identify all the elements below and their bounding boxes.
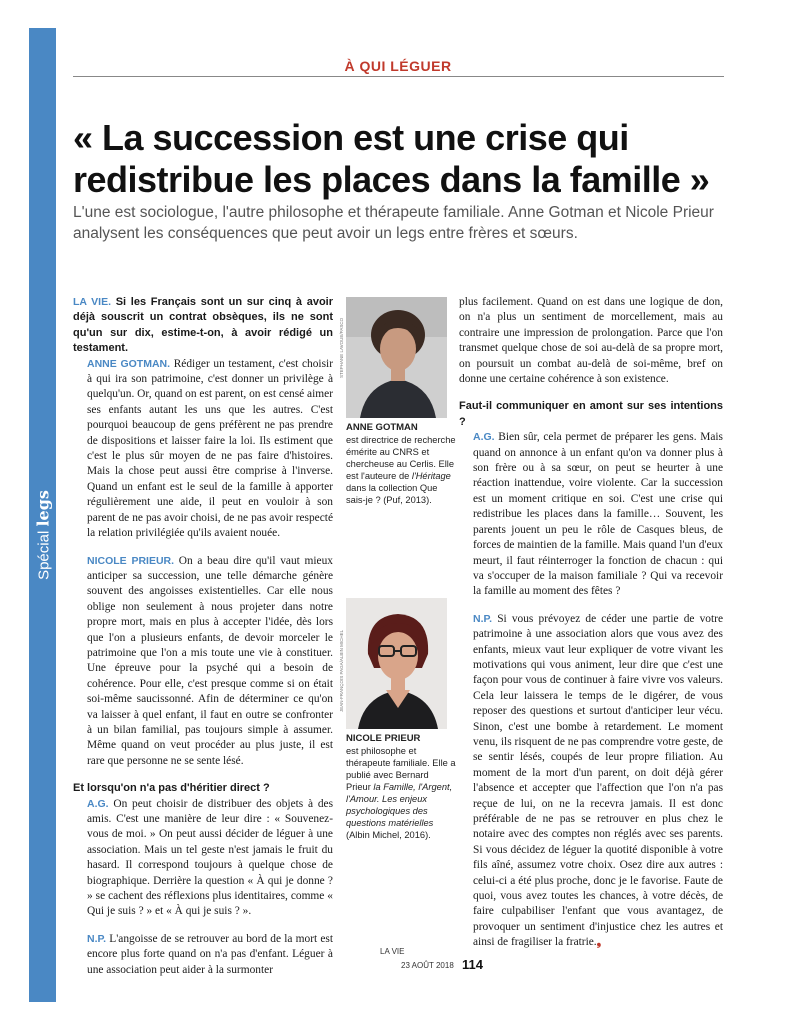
bio-anne-gotman — [346, 422, 456, 506]
paragraph-text: Bien sûr, cela permet de préparer les gens. Mais quand on annonce à un enfant qu'on va donner plus à son frère ou à sa sœur, on peut se heurter à une réaction inattendue, voire violente. Car la succession est un moment critique en soi. C'est une crise qui redistribue les places dans la famille… Souvent, les parents jouent un peu le rôle de Casques bleus, de forces de maintien de la famille. Mais quand l'un d'eux meurt, il faut réinterroger la fonction de chacun : qui va s'occuper de la maison familiale ? Qui va recevoir la famille au moment des fêtes ? — [473, 431, 723, 598]
bio-book-title: la Famille, l'Argent, l'Amour. Les enjeux psychologiques des questions matérielles — [346, 782, 453, 828]
column-right — [459, 295, 723, 951]
speaker-label: N.P. — [87, 932, 107, 945]
paragraph — [73, 357, 333, 542]
paragraph — [73, 797, 333, 920]
bio-text — [346, 745, 456, 841]
paragraph — [459, 430, 723, 599]
intro-question: Si les Français sont un sur cinq à avoir déjà souscrit un contrat obsèques, ils ne sont qu'un sur dix, estime-t-on, à avoir rédigé un testament. — [73, 296, 334, 355]
column-left — [73, 295, 333, 978]
bio-name: NICOLE PRIEUR — [346, 733, 421, 744]
paragraph — [459, 612, 723, 951]
speaker-label: ANNE GOTMAN. — [87, 357, 171, 370]
page-number: 114 — [462, 957, 483, 972]
paragraph-text: Rédiger un testament, c'est choisir à qui ira son patrimoine, c'est donner un privilège à quelqu'un. Or, quand on est parent, on est censé aimer ses enfants autant les uns que les autres. C'est pourquoi beaucoup de gens préfèrent ne pas prendre de dispositions et laisser faire la loi. Ils estiment que c'est le plus sûr moyen de ne pas faire d'histoires. Mais la chose peut aussi être comprise à l'inverse. Quand un enfant est le seul de la famille à apporter régulièrement une aide, il peut en vouloir à son parent de ne pas avoir choisi, de ne pas avoir respecté la relation privilégiée qu'ils avaient nouée. — [87, 357, 333, 540]
paragraph-text: L'angoisse de se retrouver au bord de la mort est encore plus forte quand on n'a pas d'enfant. Léguer à une association peut aider à la surmonter — [87, 932, 333, 976]
footer-date: 23 AOÛT 2018 — [401, 961, 454, 970]
portrait-illustration — [346, 598, 447, 729]
footer-source: LA VIE — [380, 947, 405, 956]
portrait-nicole-prieur — [346, 598, 447, 729]
paragraph-text: plus facilement. Quand on est dans une logique de don, on n'a plus un sentiment de morcellement, mais au contraire une impression de prolongation. Parce que l'on transmet quelque chose de soi au-delà de sa propre mort, on poursuit un combat au-delà de soi-même, bref on donne une certaine cohérence à son existence. — [459, 296, 723, 386]
bio-text-part: est directrice de recherche émérite au CNRS et chercheuse au Cerlis. Elle est l'auteure de — [346, 435, 456, 481]
sidebar-bold: legs — [33, 490, 52, 527]
bio-text-part: (Albin Michel, 2016). — [346, 830, 431, 840]
paragraph-text: Si vous prévoyez de céder une partie de votre patrimoine à une association alors que vous avez des enfants, mieux vaut leur expliquer de votre vivant les motivations qui vous animent, leur dire que c'est une façon pour vous de continuer à faire vivre vos valeurs. Cela leur laissera le temps de le digérer, de vous reposer des questions et surtout d'anticiper leur vécu. Sinon, c'est une bombe à retardement. Le moment venu, ils risquent de ne pas comprendre votre geste, de se sentir lésés, coupés de leur propre filiation. Au moment de la mort d'un parent, on doit déjà gérer l'absence et accepter que l'affection que l'on n'a pas reçue de lui, on ne la recevra jamais. Il est donc préférable de ne pas se retrouver en plus chez le notaire avec des comptes non réglés avec ses parents. Si vous décidez de léguer la quotité disponible à votre fils aîné, assumez votre choix. Osez dire aux autres : celui-ci a été plus proche, donc je le favorise. Faute de quoi, vous avez toutes les chances, à votre décès, de faire culpabiliser l'enfant que vous avantagez, de provoquer un sentiment d'injustice chez les autres et ainsi de fragiliser la fratrie. — [473, 612, 723, 949]
bio-text — [346, 434, 456, 506]
portrait-anne-gotman — [346, 297, 447, 418]
end-of-article-mark: ❟ — [596, 936, 602, 949]
sidebar-prefix: Spécial — [35, 530, 52, 580]
question-heading: Et lorsqu'on n'a pas d'héritier direct ? — [73, 782, 270, 795]
bio-text-part: dans la collection Que sais-je ? (Puf, 2013). — [346, 483, 438, 505]
paragraph — [73, 932, 333, 978]
header-rule — [73, 76, 724, 77]
speaker-label: A.G. — [473, 431, 495, 444]
paragraph-text: On a beau dire qu'il vaut mieux anticiper sa succession, une telle démarche génère souvent des angoisses existentielles. Car elle nous oblige non seulement à nous projeter dans notre propre mort, mais en plus à accepter l'idée, dès lors que l'on a plusieurs enfants, de devoir morceler le patrimoine que l'on a mis toute une vie à constituer. Une épreuve pour la psyché qui a besoin de cohérence. Pour elle, c'est presque comme si on était soi-même saucissonné. Afin de déterminer ce qu'on va laisser à quel enfant, il faut en outre se confronter à un bilan familial, pas toujours simple à assumer. Même quand on veut procéder au plus juste, il est rare que personne ne se sente lésé. — [87, 554, 333, 767]
standfirst: L'une est sociologue, l'autre philosophe et thérapeute familiale. Anne Gotman et Nicole Prieur analysent les conséquences que peut avoir un legs entre frères et sœurs. — [73, 204, 714, 242]
speaker-label: A.G. — [87, 797, 109, 810]
sidebar-label — [29, 470, 56, 600]
paragraph — [73, 295, 333, 357]
bio-name: ANNE GOTMAN — [346, 422, 418, 433]
headline: « La succession est une crise qui redistribue les places dans la famille » — [73, 117, 710, 200]
photo-credit: STEPHANE LAVOUE/PASCO — [339, 317, 344, 378]
speaker-label: N.P. — [473, 612, 493, 625]
speaker-label: NICOLE PRIEUR. — [87, 554, 175, 567]
bio-nicole-prieur — [346, 733, 456, 841]
bio-book-title: l'Héritage — [411, 471, 451, 481]
speaker-label: LA VIE. — [73, 296, 112, 308]
section-tag: À QUI LÉGUER — [344, 58, 452, 74]
portrait-illustration — [346, 297, 447, 418]
paragraph — [459, 295, 723, 387]
paragraph-text: On peut choisir de distribuer des objets à des amis. C'est une manière de leur dire : « Souvenez-vous de moi. » On peut aussi décider de léguer à une association. Mais un tel geste n'est jamais le fruit du hasard. Il correspond toujours à quelque chose de biographique. Derrière la question « À qui je donne ? » se cachent des réflexions plus identitaires, comme « Qui je suis ? » et « À qui je suis ? ». — [87, 797, 333, 918]
photo-credit: JEAN-FRANÇOIS PAGA/ALBIN MICHEL — [339, 629, 344, 712]
paragraph — [73, 554, 333, 770]
question-heading: Faut-il communiquer en amont sur ses intentions ? — [459, 400, 723, 428]
bio-text-part: est philosophe et thérapeute familiale. Elle a publié avec Bernard Prieur — [346, 746, 456, 792]
